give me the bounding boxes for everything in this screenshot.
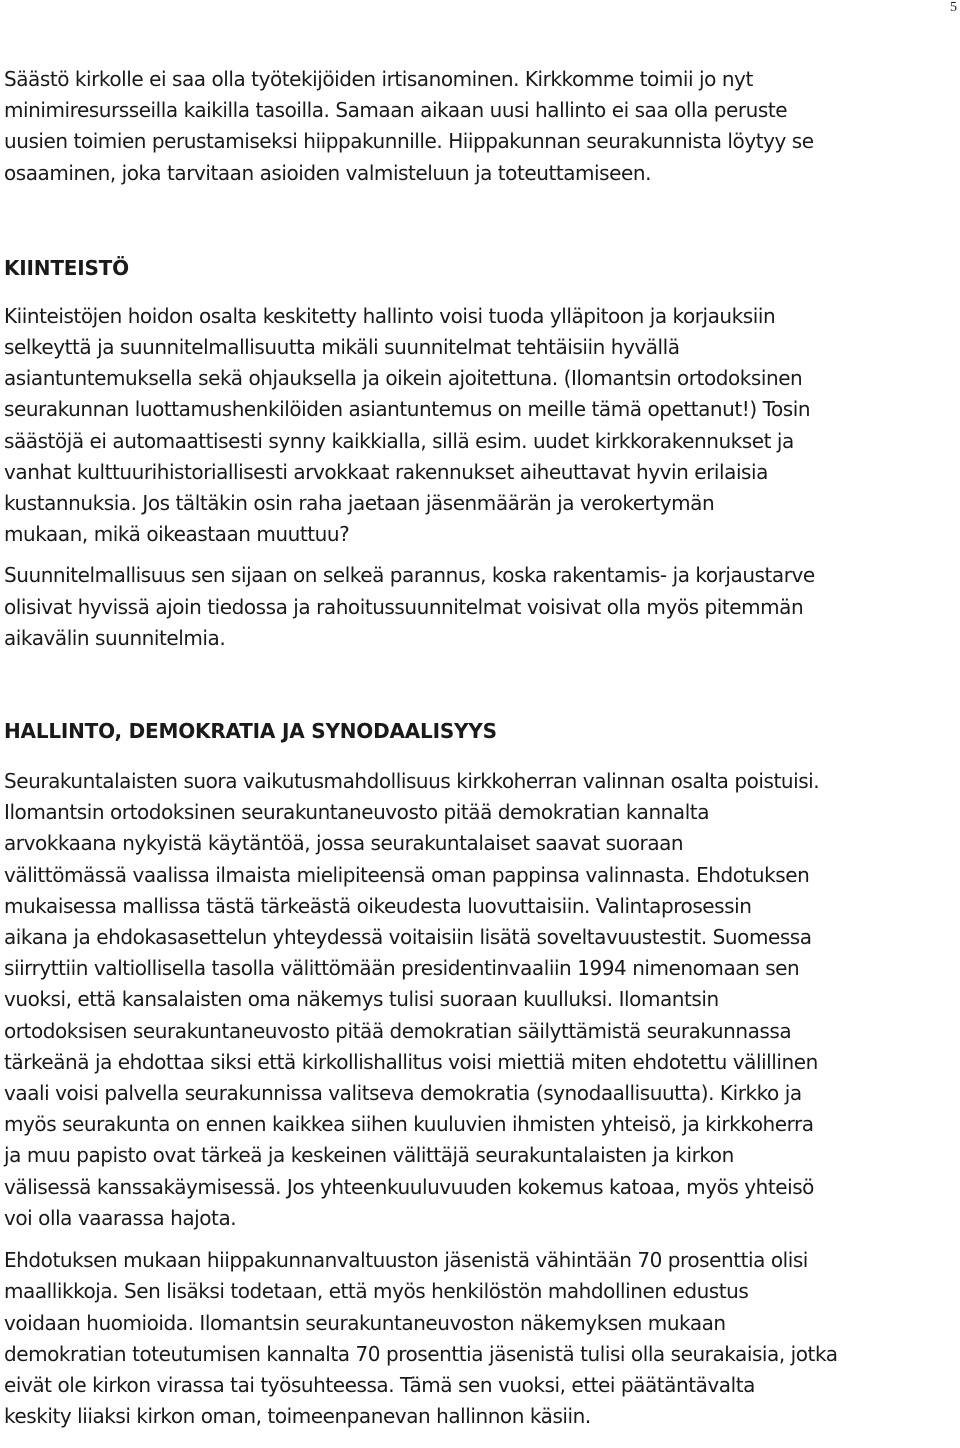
page-number: 5: [950, 0, 957, 15]
hallinto-paragraph-1: [4, 766, 960, 1234]
text-line: Ehdotuksen mukaan hiippakunnanvaltuuston jäsenistä vähintään 70 prosenttia olisi: [4, 1248, 808, 1273]
text-line: selkeyttä ja suunnitelmallisuutta mikäli suunnitelmat tehtäisiin hyvällä: [4, 335, 680, 360]
text-line: mukaan, mikä oikeastaan muuttuu?: [4, 522, 350, 547]
text-line: osaaminen, joka tarvitaan asioiden valmisteluun ja toteuttamiseen.: [4, 160, 651, 185]
text-line: kustannuksia. Jos tältäkin osin raha jaetaan jäsenmäärän ja verokertymän: [4, 491, 715, 516]
text-line: uusien toimien perustamiseksi hiippakunnille. Hiippakunnan seurakunnista löytyy se: [4, 129, 814, 154]
text-line: vuoksi, että kansalaisten oma näkemys tulisi suoraan kuulluksi. Ilomantsin: [4, 987, 719, 1012]
kiinteisto-paragraph-2: [4, 560, 960, 654]
intro-paragraph: [4, 64, 960, 189]
text-line: voidaan huomioida. Ilomantsin seurakuntaneuvoston näkemyksen mukaan: [4, 1310, 726, 1335]
kiinteisto-paragraph-1: [4, 301, 960, 551]
text-line: tärkeänä ja ehdottaa siksi että kirkollishallitus voisi miettiä miten ehdotettu välillinen: [4, 1049, 818, 1074]
text-line: välittömässä vaalissa ilmaista mielipiteensä oman pappinsa valinnasta. Ehdotuksen: [4, 862, 810, 887]
text-line: voi olla vaarassa hajota.: [4, 1205, 237, 1230]
text-line: eivät ole kirkon virassa tai työsuhteessa. Tämä sen vuoksi, ettei päätäntävalta: [4, 1372, 755, 1397]
text-line: vaali voisi palvella seurakunnissa valitseva demokratia (synodaallisuutta). Kirkko ja: [4, 1081, 802, 1106]
text-line: maallikkoja. Sen lisäksi todetaan, että myös henkilöstön mahdollinen edustus: [4, 1279, 749, 1304]
text-line: mukaisessa mallissa tästä tärkeästä oikeudesta luovuttaisiin. Valintaprosessin: [4, 893, 752, 918]
text-line: Säästö kirkolle ei saa olla työtekijöiden irtisanominen. Kirkkomme toimii jo nyt: [4, 67, 753, 91]
text-line: myös seurakunta on ennen kaikkea siihen kuuluvien ihmisten yhteisö, ja kirkkoherra: [4, 1112, 814, 1137]
text-line: säästöjä ei automaattisesti synny kaikkialla, sillä esim. uudet kirkkorakennukset ja: [4, 428, 794, 453]
hallinto-paragraph-2: [4, 1245, 960, 1432]
text-line: Suunnitelmallisuus sen sijaan on selkeä parannus, koska rakentamis- ja korjaustarve: [4, 563, 815, 588]
text-line: ortodoksisen seurakuntaneuvosto pitää demokratian säilyttämistä seurakunnassa: [4, 1018, 792, 1043]
text-line: ja muu papisto ovat tärkeä ja keskeinen välittäjä seurakuntalaisten ja kirkon: [4, 1143, 734, 1168]
text-line: olisivat hyvissä ajoin tiedossa ja rahoitussuunnitelmat voisivat olla myös pitemmän: [4, 594, 804, 619]
text-line: aikavälin suunnitelmia.: [4, 625, 226, 650]
text-line: keskity liiaksi kirkon oman, toimeenpanevan hallinnon käsiin.: [4, 1404, 591, 1429]
text-line: minimiresursseilla kaikilla tasoilla. Samaan aikaan uusi hallinto ei saa olla peruste: [4, 98, 788, 123]
text-line: vanhat kulttuurihistoriallisesti arvokkaat rakennukset aiheuttavat hyvin erilaisia: [4, 459, 768, 484]
text-line: aikana ja ehdokasasettelun yhteydessä voitaisiin lisätä soveltavuustestit. Suomessa: [4, 925, 812, 950]
text-line: demokratian toteutumisen kannalta 70 prosenttia jäsenistä tulisi olla seurakaisia, jotka: [4, 1341, 838, 1366]
text-line: Seurakuntalaisten suora vaikutusmahdollisuus kirkkoherran valinnan osalta poistuisi.: [4, 769, 820, 794]
section-heading-hallinto: HALLINTO, DEMOKRATIA JA SYNODAALISYYS: [4, 719, 497, 744]
text-line: arvokkaana nykyistä käytäntöä, jossa seurakuntalaiset saavat suoraan: [4, 831, 684, 856]
document-body: [4, 64, 960, 1432]
text-line: asiantuntemuksella sekä ohjauksella ja oikein ajoitettuna. (Ilomantsin ortodoksinen: [4, 366, 803, 391]
text-line: siirryttiin valtiollisella tasolla välittömään presidentinvaaliin 1994 nimenomaan sen: [4, 956, 800, 981]
text-line: Ilomantsin ortodoksinen seurakuntaneuvosto pitää demokratian kannalta: [4, 800, 710, 825]
section-heading-kiinteisto: KIINTEISTÖ: [4, 255, 129, 280]
text-line: Kiinteistöjen hoidon osalta keskitetty hallinto voisi tuoda ylläpitoon ja korjauksiin: [4, 303, 776, 328]
text-line: seurakunnan luottamushenkilöiden asiantuntemus on meille tämä opettanut!) Tosin: [4, 397, 811, 422]
text-line: välisessä kanssakäymisessä. Jos yhteenkuuluvuuden kokemus katoaa, myös yhteisö: [4, 1174, 814, 1199]
